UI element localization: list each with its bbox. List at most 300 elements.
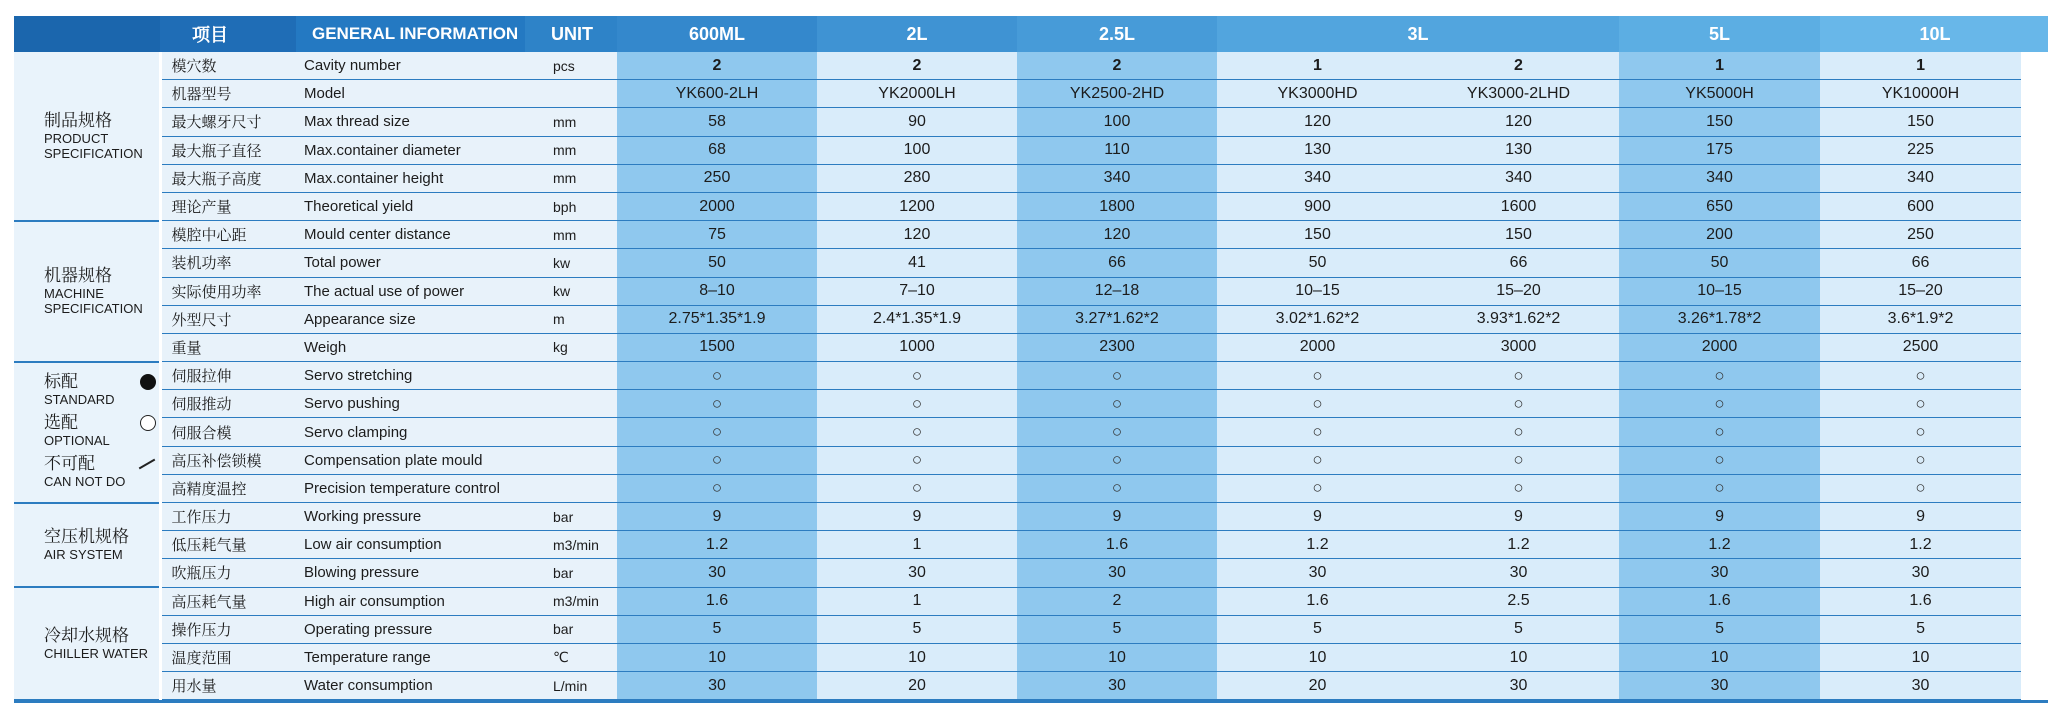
value-cell: YK3000HD: [1217, 80, 1418, 108]
value-cell: 3000: [1418, 333, 1619, 361]
value-cell: 900: [1217, 192, 1418, 220]
row-label-zh: 伺服推动: [160, 390, 296, 418]
value-cell: 2: [617, 52, 817, 80]
spec-table-container: [14, 16, 2048, 701]
value-cell: 100: [1017, 108, 1217, 136]
value-cell: 2.5: [1418, 587, 1619, 615]
value-cell: 1.6: [1619, 587, 1820, 615]
legend-label-zh: 选配: [44, 412, 78, 432]
table-row: [14, 672, 2048, 700]
value-cell: 120: [817, 221, 1017, 249]
value-cell: 1: [817, 531, 1017, 559]
value-cell: YK2000LH: [817, 80, 1017, 108]
row-unit: [525, 474, 617, 502]
row-label-zh: 温度范围: [160, 643, 296, 671]
value-cell: 1800: [1017, 192, 1217, 220]
header-group-2-5l: 2.5L: [1017, 16, 1217, 52]
value-cell: 68: [617, 136, 817, 164]
value-cell-optional: ○: [1017, 474, 1217, 502]
table-row: [14, 277, 2048, 305]
section-label: [14, 52, 160, 221]
value-cell: 1.6: [1217, 587, 1418, 615]
section-title-zh: 冷却水规格: [44, 625, 129, 645]
value-cell: 20: [1217, 672, 1418, 700]
value-cell-optional: ○: [817, 390, 1017, 418]
row-label-zh: 高压耗气量: [160, 587, 296, 615]
value-cell: 600: [1820, 192, 2021, 220]
row-label-en: Servo clamping: [296, 418, 525, 446]
value-cell: 250: [1820, 221, 2021, 249]
row-label-zh: 高压补偿锁模: [160, 446, 296, 474]
table-row: [14, 136, 2048, 164]
section-title-zh: 空压机规格: [44, 527, 129, 547]
table-row: [14, 531, 2048, 559]
table-row: [14, 503, 2048, 531]
header-blank-cell: [14, 16, 160, 52]
value-cell: YK600-2LH: [617, 80, 817, 108]
value-cell: 280: [817, 164, 1017, 192]
value-cell: 2.75*1.35*1.9: [617, 305, 817, 333]
row-label-en: Theoretical yield: [296, 192, 525, 220]
value-cell: 5: [1820, 615, 2021, 643]
legend-label-en: STANDARD: [44, 391, 115, 407]
row-spacer: [2021, 559, 2048, 587]
value-cell: 2000: [617, 192, 817, 220]
value-cell: 30: [1418, 559, 1619, 587]
value-cell: 650: [1619, 192, 1820, 220]
value-cell: 66: [1820, 249, 2021, 277]
row-unit: mm: [525, 136, 617, 164]
table-row: [14, 192, 2048, 220]
row-unit: ℃: [525, 643, 617, 671]
value-cell: 9: [817, 503, 1017, 531]
value-cell: 30: [817, 559, 1017, 587]
row-unit: m3/min: [525, 587, 617, 615]
row-unit: L/min: [525, 672, 617, 700]
value-cell: 9: [1217, 503, 1418, 531]
value-cell: 30: [617, 559, 817, 587]
value-cell: 130: [1418, 136, 1619, 164]
section-label: [14, 362, 160, 503]
row-label-zh: 模穴数: [160, 52, 296, 80]
header-general-information: GENERAL INFORMATION: [296, 16, 525, 52]
value-cell: 30: [1820, 672, 2021, 700]
value-cell: 5: [1418, 615, 1619, 643]
value-cell: 10: [1217, 643, 1418, 671]
value-cell: 3.02*1.62*2: [1217, 305, 1418, 333]
value-cell: 66: [1418, 249, 1619, 277]
value-cell: 5: [817, 615, 1017, 643]
table-row: [14, 221, 2048, 249]
value-cell: 75: [617, 221, 817, 249]
value-cell: 120: [1418, 108, 1619, 136]
section-title-zh: 制品规格: [44, 110, 112, 130]
value-cell: 2500: [1820, 333, 2021, 361]
value-cell-optional: ○: [1619, 474, 1820, 502]
row-label-en: High air consumption: [296, 587, 525, 615]
value-cell: 9: [1820, 503, 2021, 531]
value-cell: 5: [1217, 615, 1418, 643]
table-row: [14, 474, 2048, 502]
row-unit: kw: [525, 249, 617, 277]
row-unit: m: [525, 305, 617, 333]
table-row: [14, 164, 2048, 192]
row-label-zh: 最大瓶子高度: [160, 164, 296, 192]
value-cell: 66: [1017, 249, 1217, 277]
value-cell-optional: ○: [1418, 418, 1619, 446]
value-cell: 9: [617, 503, 817, 531]
row-spacer: [2021, 531, 2048, 559]
value-cell-optional: ○: [817, 362, 1017, 390]
value-cell: 15–20: [1820, 277, 2021, 305]
value-cell-optional: ○: [617, 418, 817, 446]
row-label-en: Total power: [296, 249, 525, 277]
value-cell: 3.6*1.9*2: [1820, 305, 2021, 333]
row-unit: bar: [525, 503, 617, 531]
value-cell: 3.26*1.78*2: [1619, 305, 1820, 333]
value-cell: 10: [1820, 643, 2021, 671]
row-label-zh: 伺服拉伸: [160, 362, 296, 390]
value-cell-optional: ○: [1418, 446, 1619, 474]
section-title-en: MACHINE: [44, 286, 104, 302]
value-cell-optional: ○: [617, 446, 817, 474]
header-group-5l: 5L: [1619, 16, 1820, 52]
value-cell: 1: [1217, 52, 1418, 80]
row-label-zh: 最大瓶子直径: [160, 136, 296, 164]
value-cell: 340: [1619, 164, 1820, 192]
row-unit: mm: [525, 108, 617, 136]
row-label-zh: 模腔中心距: [160, 221, 296, 249]
row-label-en: Blowing pressure: [296, 559, 525, 587]
value-cell: 50: [1619, 249, 1820, 277]
row-label-en: Precision temperature control: [296, 474, 525, 502]
row-spacer: [2021, 221, 2048, 249]
value-cell: 30: [1619, 559, 1820, 587]
section-label: [14, 221, 160, 362]
value-cell: 3.93*1.62*2: [1418, 305, 1619, 333]
value-cell: 150: [1217, 221, 1418, 249]
table-row: [14, 418, 2048, 446]
row-spacer: [2021, 249, 2048, 277]
value-cell-optional: ○: [817, 474, 1017, 502]
table-row: [14, 305, 2048, 333]
row-label-zh: 重量: [160, 333, 296, 361]
row-unit: bar: [525, 615, 617, 643]
table-row: [14, 108, 2048, 136]
bottom-divider: [14, 700, 2048, 703]
row-label-zh: 工作压力: [160, 503, 296, 531]
row-spacer: [2021, 362, 2048, 390]
row-label-en: Max thread size: [296, 108, 525, 136]
value-cell: 30: [1217, 559, 1418, 587]
value-cell: 2.4*1.35*1.9: [817, 305, 1017, 333]
value-cell-optional: ○: [1418, 474, 1619, 502]
value-cell: 1.2: [617, 531, 817, 559]
value-cell: 2: [1418, 52, 1619, 80]
row-spacer: [2021, 164, 2048, 192]
row-unit: bph: [525, 192, 617, 220]
section-title-en: SPECIFICATION: [44, 145, 143, 161]
row-spacer: [2021, 333, 2048, 361]
section-title-en: PRODUCT: [44, 130, 109, 146]
value-cell-optional: ○: [1619, 362, 1820, 390]
spec-table-body: [14, 52, 2048, 700]
cannot-do-slash-icon: [139, 458, 156, 469]
value-cell: 175: [1619, 136, 1820, 164]
legend-label-zh: 标配: [44, 371, 78, 391]
value-cell: 120: [1017, 221, 1217, 249]
table-row: [14, 52, 2048, 80]
row-label-en: The actual use of power: [296, 277, 525, 305]
row-label-zh: 外型尺寸: [160, 305, 296, 333]
row-label-en: Operating pressure: [296, 615, 525, 643]
value-cell: YK2500-2HD: [1017, 80, 1217, 108]
value-cell-optional: ○: [617, 362, 817, 390]
row-label-en: Weigh: [296, 333, 525, 361]
row-label-zh: 机器型号: [160, 80, 296, 108]
value-cell: YK5000H: [1619, 80, 1820, 108]
table-row: [14, 559, 2048, 587]
row-spacer: [2021, 80, 2048, 108]
value-cell: 150: [1619, 108, 1820, 136]
value-cell-optional: ○: [1820, 474, 2021, 502]
section-label: [14, 503, 160, 588]
value-cell: 3.27*1.62*2: [1017, 305, 1217, 333]
row-spacer: [2021, 615, 2048, 643]
table-row: [14, 587, 2048, 615]
value-cell: 1: [817, 587, 1017, 615]
legend-label-en: CAN NOT DO: [44, 473, 126, 489]
value-cell-optional: ○: [1017, 390, 1217, 418]
optional-empty-circle-icon: [140, 415, 156, 431]
section-title-en: AIR SYSTEM: [44, 547, 123, 563]
value-cell: 110: [1017, 136, 1217, 164]
row-label-zh: 低压耗气量: [160, 531, 296, 559]
legend-label-en: OPTIONAL: [44, 432, 110, 448]
row-label-zh: 装机功率: [160, 249, 296, 277]
table-row: [14, 643, 2048, 671]
value-cell: 5: [1017, 615, 1217, 643]
value-cell: 30: [617, 672, 817, 700]
value-cell: 30: [1820, 559, 2021, 587]
row-unit: pcs: [525, 52, 617, 80]
value-cell: 20: [817, 672, 1017, 700]
value-cell: 10–15: [1217, 277, 1418, 305]
row-label-en: Water consumption: [296, 672, 525, 700]
value-cell: 1.2: [1820, 531, 2021, 559]
value-cell: 340: [1017, 164, 1217, 192]
value-cell-optional: ○: [817, 446, 1017, 474]
row-unit: m3/min: [525, 531, 617, 559]
value-cell: 90: [817, 108, 1017, 136]
value-cell: YK3000-2LHD: [1418, 80, 1619, 108]
row-label-en: Temperature range: [296, 643, 525, 671]
value-cell: 9: [1017, 503, 1217, 531]
row-unit: mm: [525, 221, 617, 249]
row-spacer: [2021, 136, 2048, 164]
value-cell: 10: [1418, 643, 1619, 671]
value-cell: 30: [1017, 672, 1217, 700]
value-cell-optional: ○: [1619, 390, 1820, 418]
row-spacer: [2021, 52, 2048, 80]
value-cell: 41: [817, 249, 1017, 277]
value-cell: 150: [1820, 108, 2021, 136]
value-cell: YK10000H: [1820, 80, 2021, 108]
value-cell: 1.2: [1217, 531, 1418, 559]
value-cell: 10–15: [1619, 277, 1820, 305]
value-cell: 1: [1619, 52, 1820, 80]
value-cell-optional: ○: [1017, 418, 1217, 446]
value-cell: 100: [817, 136, 1017, 164]
value-cell-optional: ○: [1217, 418, 1418, 446]
row-label-zh: 最大螺牙尺寸: [160, 108, 296, 136]
row-spacer: [2021, 192, 2048, 220]
value-cell-optional: ○: [1619, 446, 1820, 474]
value-cell-optional: ○: [1820, 362, 2021, 390]
value-cell: 1.2: [1619, 531, 1820, 559]
value-cell: 2: [817, 52, 1017, 80]
row-spacer: [2021, 418, 2048, 446]
value-cell-optional: ○: [1820, 390, 2021, 418]
value-cell-optional: ○: [617, 390, 817, 418]
row-unit: [525, 362, 617, 390]
value-cell: 10: [1017, 643, 1217, 671]
value-cell: 1600: [1418, 192, 1619, 220]
value-cell: 58: [617, 108, 817, 136]
header-item: 项目: [160, 16, 296, 52]
row-unit: [525, 446, 617, 474]
row-spacer: [2021, 474, 2048, 502]
value-cell-optional: ○: [1217, 446, 1418, 474]
row-spacer: [2021, 390, 2048, 418]
row-label-en: Working pressure: [296, 503, 525, 531]
row-unit: mm: [525, 164, 617, 192]
legend-item-standard: [44, 372, 159, 407]
value-cell: 10: [817, 643, 1017, 671]
value-cell: 10: [1619, 643, 1820, 671]
spec-table: [14, 16, 2048, 701]
row-label-en: Model: [296, 80, 525, 108]
row-spacer: [2021, 277, 2048, 305]
row-label-en: Compensation plate mould: [296, 446, 525, 474]
value-cell: 7–10: [817, 277, 1017, 305]
value-cell: 1.6: [1017, 531, 1217, 559]
section-label: [14, 587, 160, 700]
row-spacer: [2021, 643, 2048, 671]
row-unit: [525, 390, 617, 418]
value-cell: 1.6: [1820, 587, 2021, 615]
section-title-en: SPECIFICATION: [44, 301, 143, 317]
value-cell: 1.6: [617, 587, 817, 615]
value-cell: 340: [1217, 164, 1418, 192]
value-cell: 30: [1017, 559, 1217, 587]
row-label-zh: 吹瓶压力: [160, 559, 296, 587]
row-label-zh: 理论产量: [160, 192, 296, 220]
value-cell: 120: [1217, 108, 1418, 136]
value-cell: 2: [1017, 587, 1217, 615]
value-cell: 9: [1418, 503, 1619, 531]
value-cell: 130: [1217, 136, 1418, 164]
value-cell-optional: ○: [817, 418, 1017, 446]
header-group-10l: 10L: [1820, 16, 2048, 52]
value-cell: 1: [1820, 52, 2021, 80]
standard-filled-circle-icon: [140, 374, 156, 390]
table-row: [14, 333, 2048, 361]
value-cell: 5: [1619, 615, 1820, 643]
row-unit: kg: [525, 333, 617, 361]
table-row: [14, 80, 2048, 108]
value-cell-optional: ○: [1017, 362, 1217, 390]
value-cell: 225: [1820, 136, 2021, 164]
row-spacer: [2021, 305, 2048, 333]
row-label-zh: 用水量: [160, 672, 296, 700]
value-cell: 250: [617, 164, 817, 192]
value-cell: 30: [1418, 672, 1619, 700]
value-cell-optional: ○: [1418, 362, 1619, 390]
value-cell: 9: [1619, 503, 1820, 531]
table-row: [14, 362, 2048, 390]
row-unit: [525, 80, 617, 108]
value-cell-optional: ○: [1017, 446, 1217, 474]
header-group-2l: 2L: [817, 16, 1017, 52]
value-cell: 340: [1418, 164, 1619, 192]
value-cell: 50: [617, 249, 817, 277]
value-cell-optional: ○: [1217, 362, 1418, 390]
row-label-en: Low air consumption: [296, 531, 525, 559]
row-label-zh: 操作压力: [160, 615, 296, 643]
row-spacer: [2021, 503, 2048, 531]
row-unit: kw: [525, 277, 617, 305]
value-cell-optional: ○: [1619, 418, 1820, 446]
row-label-en: Max.container diameter: [296, 136, 525, 164]
value-cell-optional: ○: [1820, 446, 2021, 474]
header-group-600ml: 600ML: [617, 16, 817, 52]
table-row: [14, 446, 2048, 474]
row-label-en: Cavity number: [296, 52, 525, 80]
legend-item-cannot: [44, 454, 159, 489]
value-cell: 10: [617, 643, 817, 671]
row-unit: bar: [525, 559, 617, 587]
section-title-zh: 机器规格: [44, 266, 112, 286]
value-cell: 2000: [1619, 333, 1820, 361]
row-label-en: Mould center distance: [296, 221, 525, 249]
value-cell-optional: ○: [1217, 474, 1418, 502]
row-label-en: Appearance size: [296, 305, 525, 333]
row-label-en: Max.container height: [296, 164, 525, 192]
value-cell: 1.2: [1418, 531, 1619, 559]
section-title-en: CHILLER WATER: [44, 645, 149, 661]
row-label-zh: 高精度温控: [160, 474, 296, 502]
row-label-zh: 实际使用功率: [160, 277, 296, 305]
legend-label-zh: 不可配: [44, 453, 95, 473]
value-cell: 15–20: [1418, 277, 1619, 305]
value-cell: 1200: [817, 192, 1017, 220]
value-cell: 8–10: [617, 277, 817, 305]
header-group-3l: 3L: [1217, 16, 1619, 52]
value-cell: 30: [1619, 672, 1820, 700]
legend-item-optional: [44, 413, 159, 448]
row-spacer: [2021, 587, 2048, 615]
row-unit: [525, 418, 617, 446]
table-row: [14, 249, 2048, 277]
header-unit: UNIT: [525, 16, 617, 52]
table-row: [14, 390, 2048, 418]
value-cell: 2: [1017, 52, 1217, 80]
header-row: [14, 16, 2048, 52]
row-label-en: Servo pushing: [296, 390, 525, 418]
value-cell-optional: ○: [1418, 390, 1619, 418]
value-cell: 1500: [617, 333, 817, 361]
